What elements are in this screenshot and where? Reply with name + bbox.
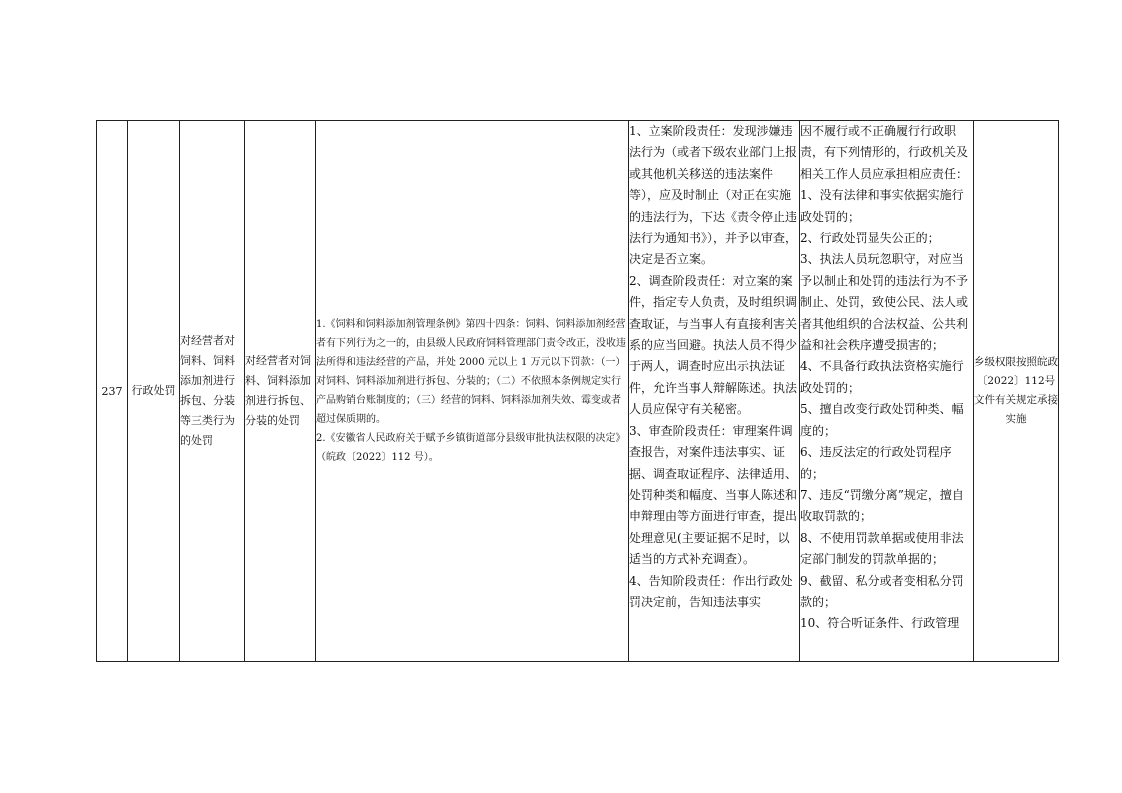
power-list-table [96, 120, 1059, 662]
accountability-item-2: 2、行政处罚显失公正的； [800, 231, 940, 246]
accountability-item-9: 9、截留、私分或者变相私分罚款的； [800, 573, 964, 609]
accountability-item-5: 5、擅自改变行政处罚种类、幅度的； [800, 402, 964, 438]
responsibility-item-3: 3、审查阶段责任：审理案件调查报告，对案件违法事实、证据、调查取证程序、法律适用、处罚种类和幅度、当事人陈述和申辩理由等方面进行审查，提出处理意见(主要证据不足时，以适当的方式补充调查）。 [629, 423, 798, 567]
power-item-name: 对经营者对饲料、饲料添加剂进行拆包、分装等三类行为的处罚 [180, 121, 245, 662]
accountability-item-8: 8、不使用罚款单据或使用非法定部门制发的罚款单据的； [800, 530, 964, 567]
legal-basis-item-1: 1.《饲料和饲料添加剂管理条例》第四十四条：饲料、饲料添加剂经营者有下列行为之一的，由县级人民政府饲料管理部门责令改正，没收违法所得和违法经营的产品，并处 2000 元以上 1 万元以下罚款：（一）对饲料、饲料添加剂进行拆包、分装的；（二）不依照本条例规定实行产品购销台账制度的；（三）经营的饲料、饲料添加剂失效、霉变或者超过保质期的。 [316, 319, 626, 425]
power-sub-item: 对经营者对饲料、饲料添加剂进行拆包、分装的处罚 [245, 121, 316, 662]
responsibility-item-4: 4、告知阶段责任：作出行政处罚决定前，告知违法事实 [629, 573, 793, 609]
accountability-item-6: 6、违反法定的行政处罚程序的； [800, 445, 952, 481]
accountability-intro: 因不履行或不正确履行行政职责，有下列情形的，行政机关及相关工作人员应承担相应责任： [800, 124, 969, 181]
remarks: 乡级权限按照皖政〔2022〕112号文件有关规定承接实施 [974, 121, 1059, 662]
responsibility-items [629, 121, 800, 662]
legal-basis [316, 121, 629, 662]
power-category: 行政处罚 [128, 121, 180, 662]
legal-basis-item-2: 2.《安徽省人民政府关于赋予乡镇街道部分县级审批执法权限的决定》（皖政〔2022〕112 号）。 [316, 433, 626, 463]
responsibility-item-1: 1、立案阶段责任：发现涉嫌违法行为（或者下级农业部门上报或其他机关移送的违法案件等），应及时制止（对正在实施的违法行为，下达《责令停止违法行为通知书》），并予以审查，决定是否立案。 [629, 124, 798, 267]
accountability-item-4: 4、不具备行政执法资格实施行政处罚的； [800, 359, 964, 395]
responsibility-item-2: 2、调查阶段责任：对立案的案件，指定专人负责，及时组织调查取证，与当事人有直接利害关系的应当回避。执法人员不得少于两人，调查时应出示执法证件，允许当事人辩解陈述。执法人员应保守有关秘密。 [629, 273, 798, 417]
row-number: 237 [97, 121, 128, 662]
accountability-item-1: 1、没有法律和事实依据实施行政处罚的； [800, 188, 964, 224]
accountability-item-10: 10、符合听证条件、行政管理 [800, 616, 960, 631]
accountability-item-3: 3、执法人员玩忽职守，对应当予以制止和处罚的违法行为不予制止、处罚，致使公民、法人或者其他组织的合法权益、公共利益和社会秩序遭受损害的； [800, 252, 969, 353]
table-row [97, 121, 1059, 662]
accountability-items [800, 121, 974, 662]
accountability-item-7: 7、违反“罚缴分离”规定，擅自收取罚款的； [800, 487, 964, 524]
